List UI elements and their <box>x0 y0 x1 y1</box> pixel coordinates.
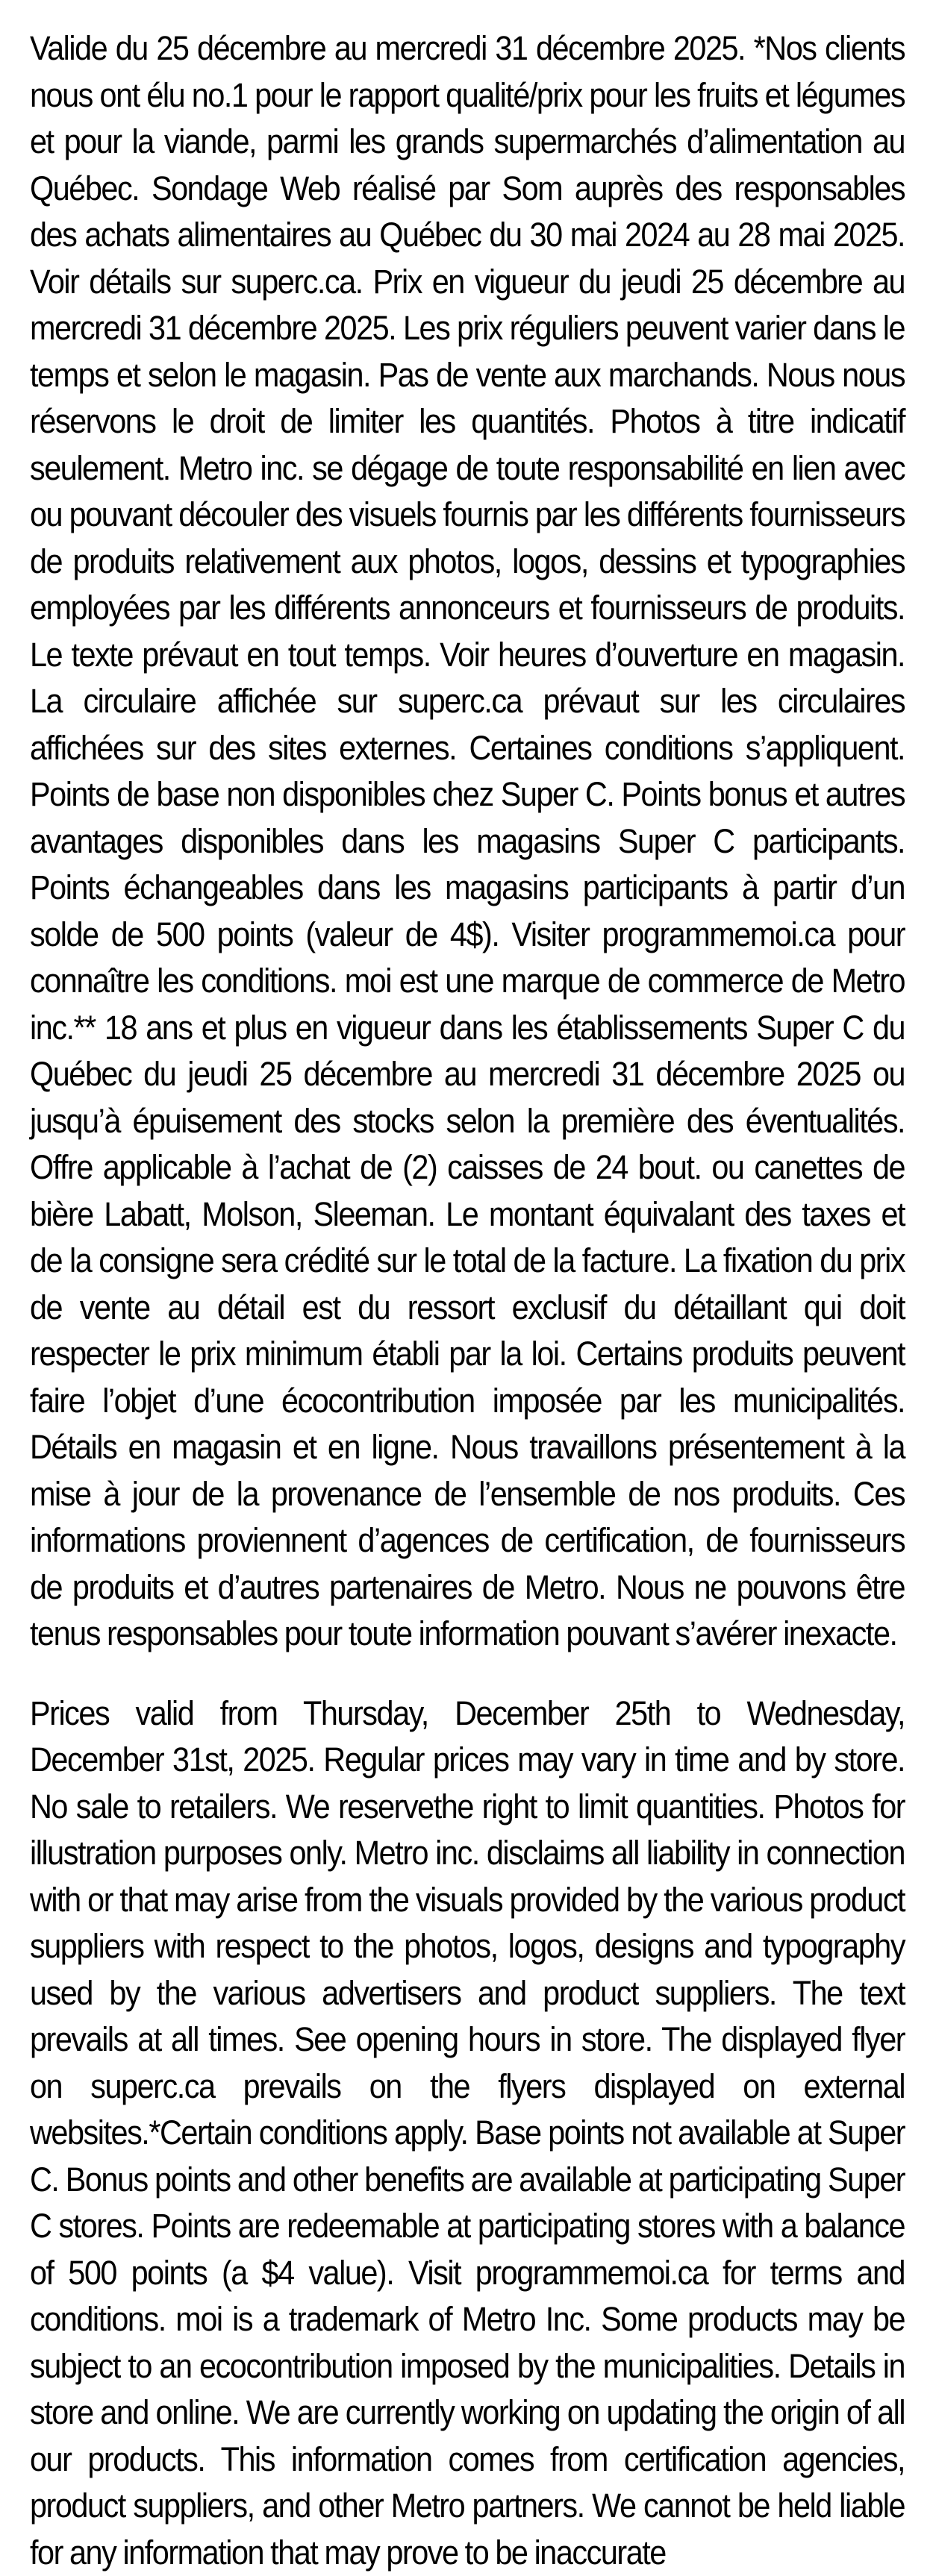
legal-notice-french: Valide du 25 décembre au mercredi 31 décembre 2025. *Nos clients nous ont élu no.1 pour le rapport qualité/prix pour les fruits et légumes et pour la viande, parmi les grands supermarchés d’alimentation au Québec. Sondage Web réalisé par Som auprès des responsables des achats alimentaires au Québec du 30 mai 2024 au 28 mai 2025. Voir détails sur superc.ca. Prix en vigueur du jeudi 25 décembre au mercredi 31 décembre 2025. Les prix réguliers peuvent varier dans le temps et selon le magasin. Pas de vente aux marchands. Nous nous réservons le droit de limiter les quantités. Photos à titre indicatif seulement. Metro inc. se dégage de toute responsabilité en lien avec ou pouvant découler des visuels fournis par les différents fournisseurs de produits relativement aux photos, logos, dessins et typographies employées par les différents annonceurs et fournisseurs de produits. Le texte prévaut en tout temps. Voir heures d’ouverture en magasin. La circulaire affichée sur superc.ca prévaut sur les circulaires affichées sur des sites externes. Certaines conditions s’appliquent. Points de base non disponibles chez Super C. Points bonus et autres avantages disponibles dans les magasins Super C participants. Points échangeables dans les magasins participants à partir d’un solde de 500 points (valeur de 4$). Visiter programmemoi.ca pour connaître les conditions. moi est une marque de commerce de Metro inc.** 18 ans et plus en vigueur dans les établissements Super C du Québec du jeudi 25 décembre au mercredi 31 décembre 2025 ou jusqu’à épuisement des stocks selon la première des éventualités. Offre applicable à l’achat de (2) caisses de 24 bout. ou canettes de bière Labatt, Molson, Sleeman. Le montant équivalant des taxes et de la consigne sera crédité sur le total de la facture. La fixation du prix de vente au détail est du ressort exclusif du détaillant qui doit respecter le prix minimum établi par la loi. Certains produits peuvent faire l’objet d’une écocontribution imposée par les municipalités. Détails en magasin et en ligne. Nous travaillons présentement à la mise à jour de la provenance de l’ensemble de nos produits. Ces informations proviennent d’agences de certification, de fournisseurs de produits et d’autres partenaires de Metro. Nous ne pouvons être tenus responsables pour toute information pouvant s’avérer inexacte. <box>30 25 905 1658</box>
legal-notice-column <box>30 25 905 2576</box>
legal-notice-english: Prices valid from Thursday, December 25th to Wednesday, December 31st, 2025. Regular prices may vary in time and by store. No sale to retailers. We reservethe right to limit quantities. Photos for illustration purposes only. Metro inc. disclaims all liability in connection with or that may arise from the visuals provided by the various product suppliers with respect to the photos, logos, designs and typography used by the various advertisers and product suppliers. The text prevails at all times. See opening hours in store. The displayed flyer on superc.ca prevails on the flyers displayed on external websites.*Certain conditions apply. Base points not available at Super C. Bonus points and other benefits are available at participating Super C stores. Points are redeemable at participating stores with a balance of 500 points (a $4 value). Visit programmemoi.ca for terms and conditions. moi is a trademark of Metro Inc. Some products may be subject to an ecocontribution imposed by the municipalities. Details in store and online. We are currently working on updating the origin of all our products. This information comes from certification agencies, product suppliers, and other Metro partners. We cannot be held liable for any information that may prove to be inaccurate <box>30 1690 905 2576</box>
